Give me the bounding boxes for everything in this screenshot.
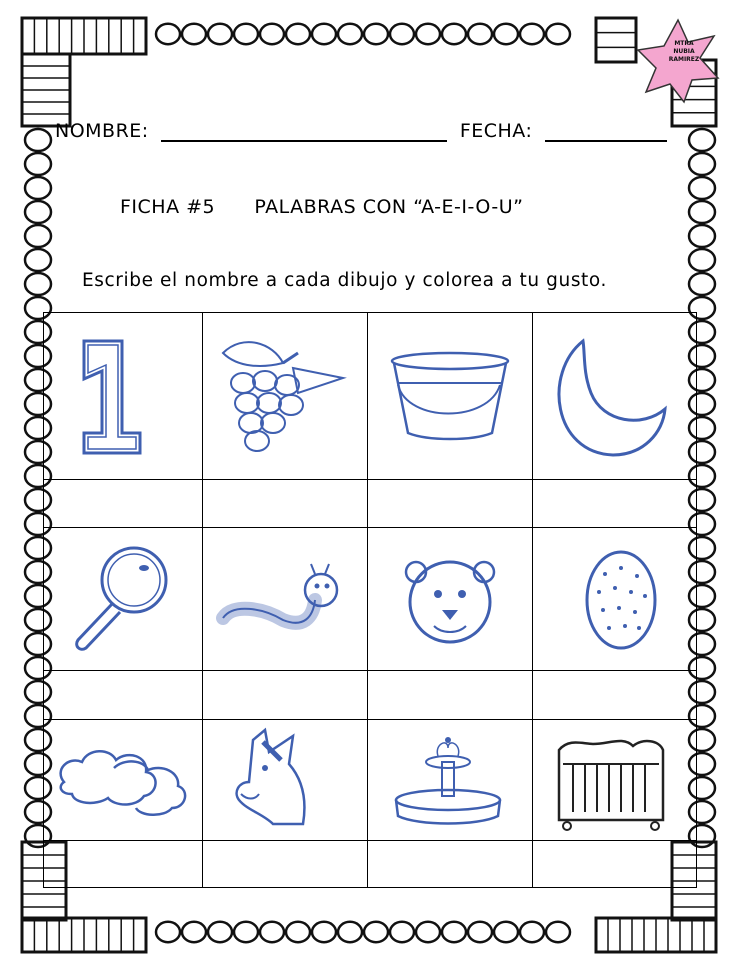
badge-text: [660, 40, 708, 64]
worm-icon: [203, 528, 366, 669]
grapes-icon: [203, 313, 366, 478]
border-ring: [442, 24, 466, 44]
border-ring: [312, 24, 336, 44]
border-ring: [689, 177, 715, 199]
moon-icon: [533, 313, 695, 478]
border-ring: [286, 24, 310, 44]
border-ring: [390, 922, 414, 942]
badge-line-3: RAMIREZ: [668, 56, 700, 63]
border-ring: [416, 922, 440, 942]
border-ring: [689, 129, 715, 151]
answer-box[interactable]: [532, 840, 697, 888]
answer-box[interactable]: [202, 670, 368, 720]
border-ring: [25, 177, 51, 199]
answer-box[interactable]: [43, 840, 203, 888]
border-ring: [25, 225, 51, 247]
date-label: FECHA:: [459, 120, 533, 142]
border-ring: [390, 24, 414, 44]
sheet-number: FICHA #5: [120, 196, 216, 218]
badge-line-2: NUBIA: [673, 48, 695, 55]
picture-cell: [367, 719, 533, 841]
border-ring: [182, 24, 206, 44]
border-ring: [442, 922, 466, 942]
border-ring: [338, 24, 362, 44]
bucket-icon: [368, 313, 531, 478]
badge-line-1: MTRA: [674, 40, 694, 47]
border-ring: [494, 922, 518, 942]
picture-cell: [202, 527, 368, 671]
corner-block: [596, 918, 716, 952]
corner-block: [22, 18, 146, 54]
border-ring: [546, 24, 570, 44]
picture-cell: [367, 312, 533, 480]
border-ring: [494, 24, 518, 44]
picture-cell: [202, 719, 368, 841]
border-ring: [689, 225, 715, 247]
corner-block: [596, 18, 636, 62]
answer-box[interactable]: [367, 840, 533, 888]
border-ring: [520, 922, 544, 942]
border-ring: [689, 273, 715, 295]
name-blank[interactable]: [161, 124, 447, 142]
answer-box[interactable]: [202, 840, 368, 888]
fountain-icon: [368, 720, 531, 839]
border-ring: [689, 201, 715, 223]
border-ring: [234, 24, 258, 44]
border-ring: [520, 24, 544, 44]
answer-box[interactable]: [367, 479, 533, 528]
answer-box[interactable]: [532, 670, 697, 720]
border-ring: [234, 922, 258, 942]
picture-cell: [532, 527, 697, 671]
border-ring: [468, 922, 492, 942]
border-ring: [286, 922, 310, 942]
border-ring: [25, 249, 51, 271]
picture-cell: [202, 312, 368, 480]
border-ring: [25, 153, 51, 175]
border-ring: [25, 129, 51, 151]
border-ring: [364, 922, 388, 942]
border-ring: [208, 24, 232, 44]
border-ring: [25, 201, 51, 223]
border-ring: [156, 922, 180, 942]
border-ring: [689, 153, 715, 175]
picture-cell: [532, 312, 697, 480]
instruction-text: Escribe el nombre a cada dibujo y colorea a tu gusto.: [82, 270, 607, 291]
egg-icon: [533, 528, 695, 669]
cloud-icon: [44, 720, 201, 839]
picture-grid: [43, 312, 697, 888]
number-one-icon: [44, 313, 201, 478]
answer-box[interactable]: [367, 670, 533, 720]
border-ring: [468, 24, 492, 44]
border-ring: [689, 249, 715, 271]
border-ring: [25, 273, 51, 295]
answer-box[interactable]: [43, 479, 203, 528]
corner-block: [22, 918, 146, 952]
border-ring: [416, 24, 440, 44]
name-date-line: [55, 120, 667, 142]
border-ring: [156, 24, 180, 44]
border-ring: [260, 922, 284, 942]
border-ring: [364, 24, 388, 44]
border-ring: [208, 922, 232, 942]
donkey-icon: [203, 720, 366, 839]
answer-box[interactable]: [202, 479, 368, 528]
border-ring: [260, 24, 284, 44]
magnifying-glass-icon: [44, 528, 201, 669]
border-ring: [312, 922, 336, 942]
picture-cell: [532, 719, 697, 841]
picture-cell: [43, 719, 203, 841]
date-blank[interactable]: [545, 124, 667, 142]
border-ring: [338, 922, 362, 942]
answer-box[interactable]: [43, 670, 203, 720]
sheet-title: [120, 196, 523, 218]
answer-box[interactable]: [532, 479, 697, 528]
border-ring: [182, 922, 206, 942]
corner-block: [22, 54, 70, 126]
lion-icon: [368, 528, 531, 669]
picture-cell: [43, 527, 203, 671]
sheet-topic: PALABRAS CON “A-E-I-O-U”: [254, 196, 524, 218]
picture-cell: [43, 312, 203, 480]
crib-icon: [533, 720, 695, 839]
picture-cell: [367, 527, 533, 671]
border-ring: [546, 922, 570, 942]
name-label: NOMBRE:: [55, 120, 149, 142]
